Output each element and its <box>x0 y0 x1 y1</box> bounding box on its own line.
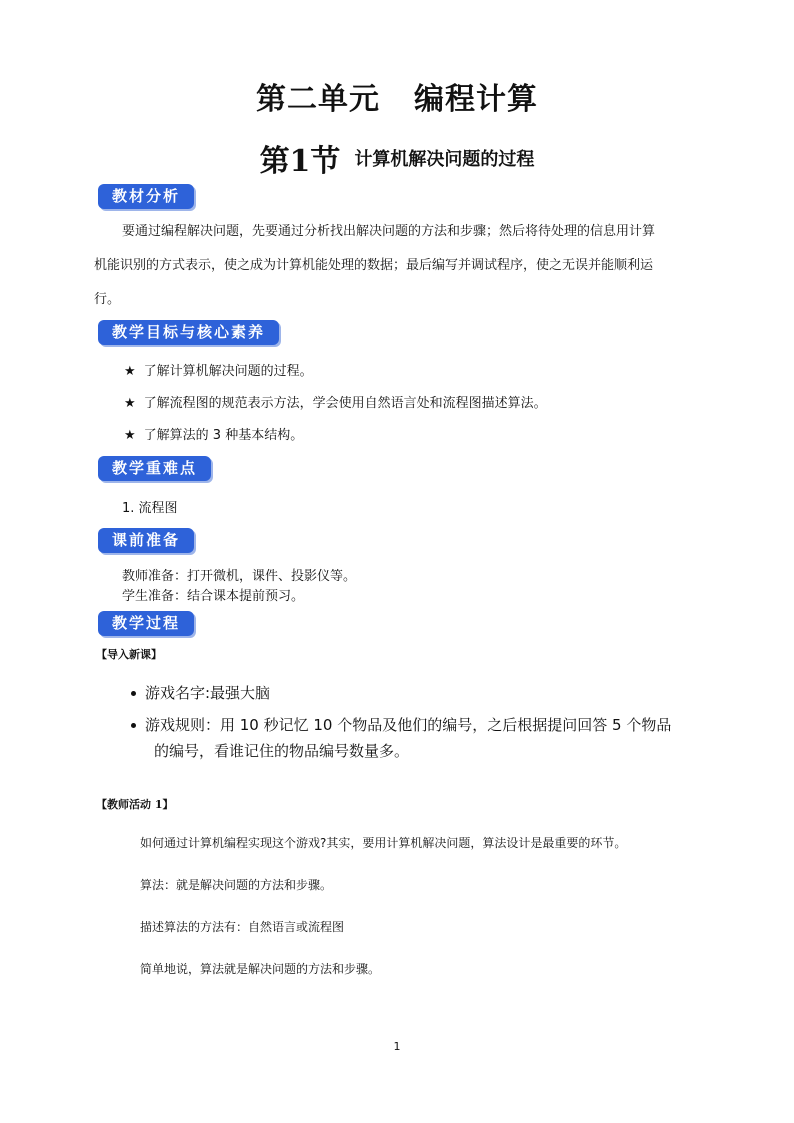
goal-item-1 <box>124 360 313 379</box>
unit-title-part1: 第二单元 <box>256 82 380 117</box>
intro-bullet-text-1: 游戏名字:最强大脑 <box>145 684 271 702</box>
star-icon: ★ <box>124 428 136 443</box>
key-point-1: 1. 流程图 <box>122 501 178 516</box>
goal-text-1: 了解计算机解决问题的过程。 <box>143 364 313 379</box>
page-number: 1 <box>393 1040 401 1053</box>
activity-line-1: 如何通过计算机编程实现这个游戏?其实，要用计算机解决问题，算法设计是最重要的环节。 <box>140 836 627 850</box>
student-prep: 学生准备：结合课本提前预习。 <box>122 589 305 604</box>
activity-line-4: 简单地说，算法就是解决问题的方法和步骤。 <box>140 962 381 976</box>
section-number: 第1节 <box>259 144 341 179</box>
activity-line-2: 算法：就是解决问题的方法和步骤。 <box>140 878 333 892</box>
star-icon: ★ <box>124 396 136 411</box>
bullet-icon <box>131 723 136 728</box>
goal-text-3: 了解算法的 3 种基本结构。 <box>143 428 304 443</box>
badge-goals: 教学目标与核心素养 <box>98 320 279 345</box>
intro-bullet-2-cont: 的编号，看谁记住的物品编号数量多。 <box>154 742 410 760</box>
section-title <box>0 136 794 180</box>
badge-analysis: 教材分析 <box>98 184 194 209</box>
badge-process: 教学过程 <box>98 611 194 636</box>
intro-bullet-1 <box>145 680 270 706</box>
analysis-line-3: 行。 <box>94 292 121 307</box>
star-icon: ★ <box>124 364 136 379</box>
activity-line-3: 描述算法的方法有：自然语言或流程图 <box>140 920 345 934</box>
goal-text-2: 了解流程图的规范表示方法，学会使用自然语言处和流程图描述算法。 <box>143 396 547 411</box>
teacher-prep: 教师准备：打开微机，课件、投影仪等。 <box>122 569 357 584</box>
badge-prep: 课前准备 <box>98 528 194 553</box>
goal-item-2 <box>124 392 547 411</box>
badge-key-points: 教学重难点 <box>98 456 211 481</box>
intro-bullet-2 <box>145 712 671 738</box>
analysis-line-2: 机能识别的方式表示，使之成为计算机能处理的数据；最后编写并调试程序，使之无误并能顺利运 <box>94 258 654 273</box>
teacher-activity-label: 【教师活动 1】 <box>96 798 174 811</box>
section-name: 计算机解决问题的过程 <box>354 149 535 170</box>
analysis-line-1: 要通过编程解决问题，先要通过分析找出解决问题的方法和步骤；然后将待处理的信息用计算 <box>122 224 656 239</box>
goal-item-3 <box>124 424 303 443</box>
unit-title-part2: 编程计算 <box>414 82 538 117</box>
bullet-icon <box>131 691 136 696</box>
intro-label: 【导入新课】 <box>96 648 162 661</box>
intro-bullet-text-2: 游戏规则：用 10 秒记忆 10 个物品及他们的编号，之后根据提问回答 5 个物品 <box>145 716 672 734</box>
unit-title <box>0 74 794 118</box>
